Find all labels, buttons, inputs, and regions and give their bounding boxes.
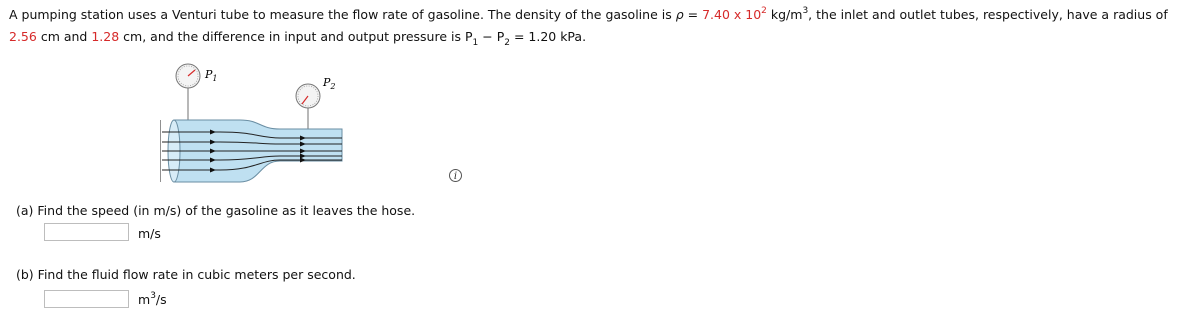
problem-text-2: , the inlet and outlet tubes, respectively, have a radius of <box>808 7 1168 22</box>
problem-text-4: cm, and the difference in input and output pressure is <box>119 29 465 44</box>
pressure-difference: = 1.20 kPa. <box>509 29 587 44</box>
rho-symbol: ρ <box>675 7 684 22</box>
part-a-question: (a) Find the speed (in m/s) of the gasoline as it leaves the hose. <box>16 203 416 218</box>
venturi-tube-figure <box>160 60 350 186</box>
venturi-tube <box>160 120 342 182</box>
part-b-answer-input[interactable] <box>44 290 129 308</box>
p2-symbol: P <box>496 29 505 44</box>
p1-symbol: P <box>464 29 473 44</box>
pressure-gauge-1 <box>176 64 200 120</box>
venturi-tube-diagram <box>160 60 350 186</box>
p1-subscript: 1 <box>472 38 479 48</box>
gauge-1-label: $P_1$ <box>205 68 218 83</box>
info-icon[interactable]: i <box>449 169 462 182</box>
part-a-unit: m/s <box>138 226 161 241</box>
gauge-2-label: $P_2$ <box>323 76 336 91</box>
density-value: 7.40 x $10^2$ <box>702 6 767 22</box>
part-a-answer-input[interactable] <box>44 223 129 241</box>
pressure-gauge-2 <box>296 84 320 132</box>
problem-statement <box>9 4 1194 48</box>
problem-text: A pumping station uses a Venturi tube to measure the flow rate of gasoline. The density of the gasoline is <box>9 7 676 22</box>
density-unit-exponent: 3 <box>802 6 809 16</box>
problem-text-3: cm and <box>36 29 92 44</box>
equals: = <box>683 7 703 22</box>
part-b-unit: $m^3/s$ <box>138 291 167 307</box>
part-b-question: (b) Find the fluid flow rate in cubic meters per second. <box>16 267 356 282</box>
p2-subscript: 2 <box>504 38 510 48</box>
outlet-radius: 1.28 <box>91 29 120 44</box>
density-unit: kg/m <box>766 7 803 22</box>
minus: − <box>478 29 497 44</box>
inlet-radius: 2.56 <box>9 29 37 44</box>
